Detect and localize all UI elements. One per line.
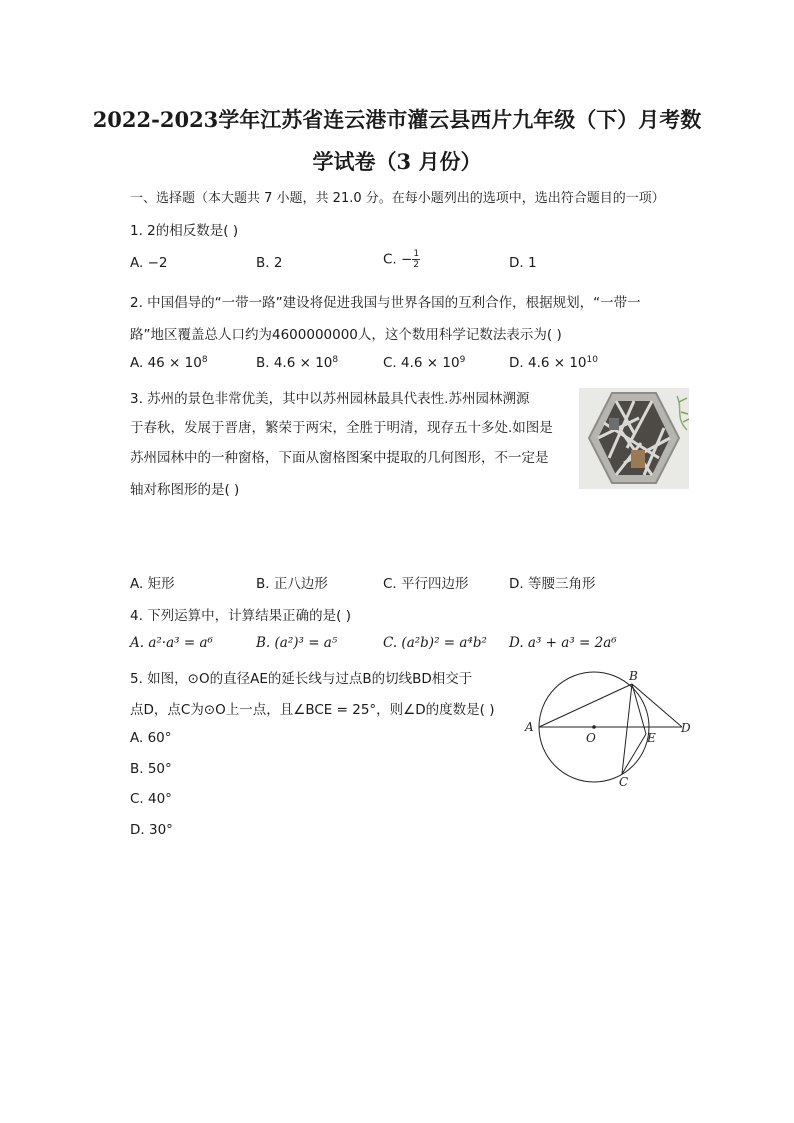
q3-option-c: C. 平行四边形 — [383, 576, 469, 592]
section-heading: 一、选择题（本大题共 7 小题，共 21.0 分。在每小题列出的选项中，选出符合题目的一项） — [130, 191, 665, 206]
q1-option-c — [383, 249, 420, 270]
q2-option-c-exp: 9 — [459, 355, 466, 365]
q1-option-a: A. −2 — [130, 255, 168, 271]
q4-option-d: D. a³ + a³ = 2a⁶ — [509, 635, 617, 651]
q1-option-c-denominator: 2 — [413, 260, 420, 270]
q1-option-c-prefix: C. − — [383, 251, 413, 268]
q2-option-d — [509, 355, 598, 371]
q2-stem-line2: 路”地区覆盖总人口约为4600000000人，这个数用科学记数法表示为( ) — [130, 327, 562, 343]
q1-option-b: B. 2 — [256, 255, 283, 271]
q2-option-c-base: C. 4.6 × 10 — [383, 355, 460, 371]
q2-option-b-exp: 8 — [332, 355, 339, 365]
q3-stem-line1: 3. 苏州的景色非常优美，其中以苏州园林最具代表性.苏州园林溯源 — [130, 391, 530, 407]
q2-stem-line1: 2. 中国倡导的“一带一路”建设将促进我国与世界各国的互利合作，根据规划，“一带一 — [130, 295, 641, 311]
q4-option-a: A. a²·a³ = a⁶ — [130, 635, 213, 651]
q1-option-c-fraction — [412, 249, 420, 270]
q3-option-b: B. 正八边形 — [256, 576, 328, 592]
label-e: E — [647, 731, 656, 745]
label-b: B — [629, 669, 638, 683]
q3-stem-line3: 苏州园林中的一种窗格，下面从窗格图案中提取的几何图形，不一定是 — [130, 450, 549, 466]
q2-option-d-base: D. 4.6 × 10 — [509, 355, 587, 371]
window-lattice-photo — [579, 388, 689, 489]
q2-option-b — [256, 355, 338, 371]
q5-stem-line1: 5. 如图，⊙O的直径AE的延长线与过点B的切线BD相交于 — [130, 671, 473, 687]
q2-option-b-base: B. 4.6 × 10 — [256, 355, 333, 371]
page-title-line2: 学试卷（3 月份） — [312, 149, 482, 174]
q2-option-a — [130, 355, 208, 371]
q1-option-d: D. 1 — [509, 255, 537, 271]
label-c: C — [619, 775, 629, 788]
label-d: D — [681, 721, 691, 735]
q1-stem: 1. 2的相反数是( ) — [130, 223, 239, 239]
q3-stem-line2: 于春秋，发展于晋唐，繁荣于两宋，全胜于明清，现存五十多处.如图是 — [130, 420, 553, 436]
q2-option-a-base: A. 46 × 10 — [130, 355, 202, 371]
q2-option-c — [383, 355, 465, 371]
q3-option-d: D. 等腰三角形 — [509, 576, 596, 592]
line-bd — [632, 684, 682, 727]
q5-option-c: C. 40° — [130, 791, 172, 807]
q4-option-c: C. (a²b)² = a⁴b² — [383, 635, 487, 651]
center-dot — [592, 725, 596, 729]
q1-option-c-numerator: 1 — [413, 249, 420, 259]
q5-stem-line2: 点D，点C为⊙O上一点，且∠BCE = 25°，则∠D的度数是( ) — [130, 702, 495, 718]
q4-option-b: B. (a²)³ = a⁵ — [256, 635, 338, 651]
q3-stem-line4: 轴对称图形的是( ) — [130, 482, 240, 498]
q2-option-d-exp: 10 — [586, 355, 598, 365]
q5-option-a: A. 60° — [130, 730, 172, 746]
q2-option-a-exp: 8 — [201, 355, 208, 365]
label-o: O — [586, 731, 596, 745]
q3-option-a: A. 矩形 — [130, 576, 175, 592]
q4-stem: 4. 下列运算中，计算结果正确的是( ) — [130, 608, 351, 624]
page-title-line1: 2022-2023学年江苏省连云港市灌云县西片九年级（下）月考数 — [92, 107, 702, 132]
q5-option-b: B. 50° — [130, 761, 172, 777]
label-a: A — [525, 720, 534, 734]
circle-tangent-diagram — [522, 662, 694, 788]
q5-option-d: D. 30° — [130, 822, 173, 838]
